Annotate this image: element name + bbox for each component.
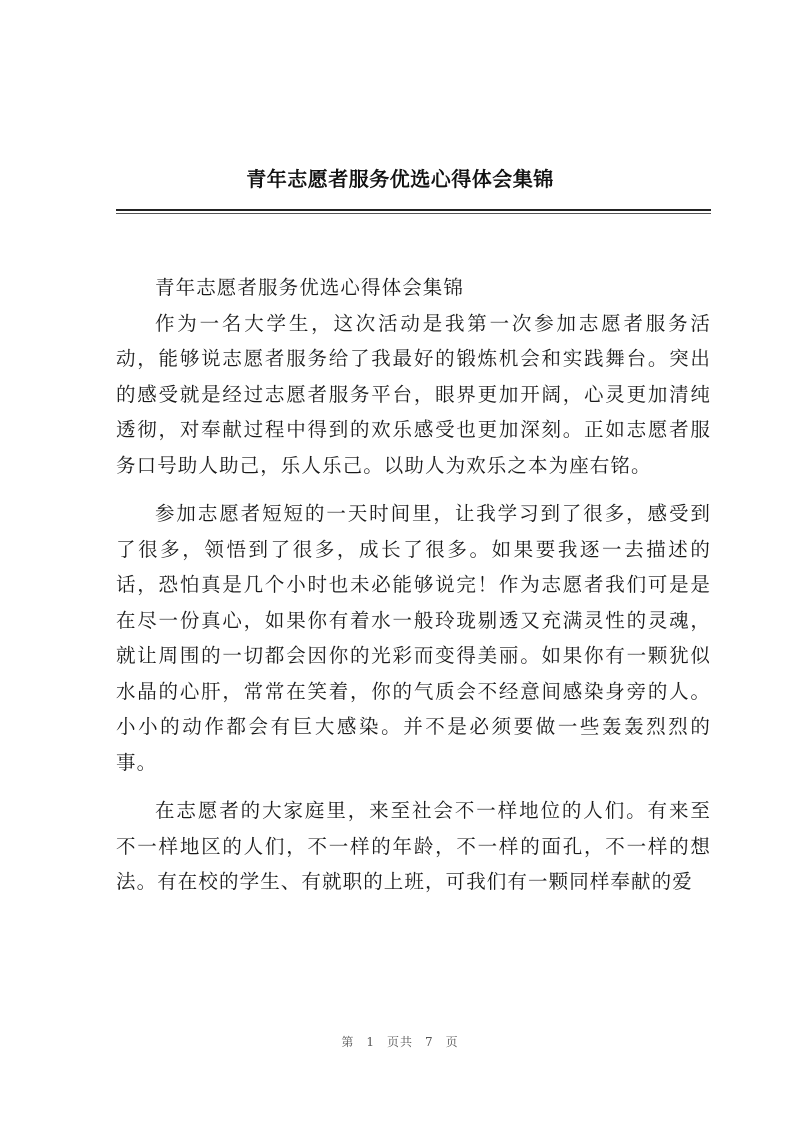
body-paragraph: 作为一名大学生，这次活动是我第一次参加志愿者服务活动，能够说志愿者服务给了我最好的锻炼机会和实践舞台。突出的感受就是经过志愿者服务平台，眼界更加开阔，心灵更加清纯透彻，对奉献过程中得到的欢乐感受也更加深刻。正如志愿者服务口号助人助己，乐人乐己。以助人为欢乐之本为座右铭。: [116, 311, 711, 477]
body-paragraph: 在志愿者的大家庭里，来至社会不一样地位的人们。有来至不一样地区的人们，不一样的年龄，不一样的面孔，不一样的想法。有在校的学生、有就职的上班，可我们有一颗同样奉献的爱: [116, 799, 711, 893]
body-paragraph: 青年志愿者服务优选心得体会集锦: [155, 276, 465, 299]
footer-page-suffix: 页: [445, 1035, 459, 1049]
footer-page-prefix: 第: [341, 1035, 355, 1049]
footer-page-mid: 页共: [386, 1035, 413, 1049]
page-footer: [0, 1033, 800, 1050]
footer-page-number: 1: [366, 1035, 375, 1049]
body-paragraph: 参加志愿者短短的一天时间里，让我学习到了很多，感受到了很多，领悟到了很多，成长了很多。如果要我逐一去描述的话，恐怕真是几个小时也未必能够说完！作为志愿者我们可是是在尽一份真心，如果你有着水一般玲珑剔透又充满灵性的灵魂，就让周围的一切都会因你的光彩而变得美丽。如果你有一颗犹似水晶的心肝，常常在笑着，你的气质会不经意间感染身旁的人。小小的动作都会有巨大感染。并不是必须要做一些轰轰烈烈的事。: [116, 502, 711, 774]
document-body: [116, 270, 711, 900]
title-divider-thin: [116, 213, 711, 214]
footer-page-total: 7: [425, 1035, 434, 1049]
document-title: 青年志愿者服务优选心得体会集锦: [246, 167, 554, 191]
title-divider: [116, 209, 711, 211]
